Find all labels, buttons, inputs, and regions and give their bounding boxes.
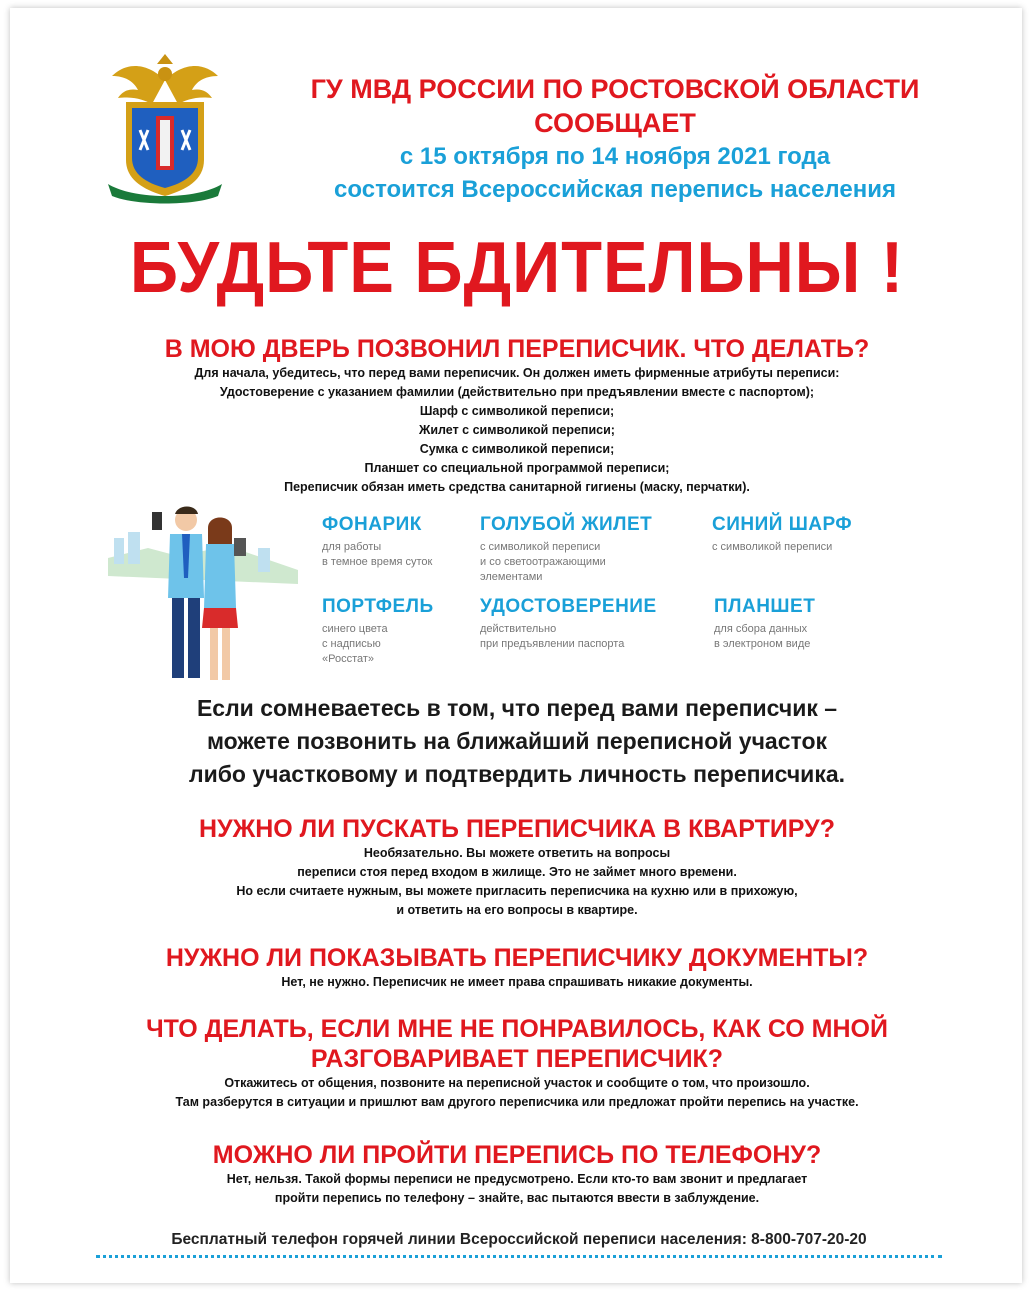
police-emblem-icon — [104, 50, 226, 210]
attribute-desc: с символикой переписи и со светоотражающими элементами — [480, 541, 606, 583]
census-workers-illustration — [108, 498, 298, 686]
door-line: Переписчик обязан иметь средства санитарной гигиены (маску, перчатки). — [284, 480, 750, 494]
apartment-line: Но если считаете нужным, вы можете пригласить переписчика на кухню или в прихожую, — [236, 884, 798, 898]
attribute-title: ПЛАНШЕТ — [714, 596, 816, 617]
documents-question: НУЖНО ЛИ ПОКАЗЫВАТЬ ПЕРЕПИСЧИКУ ДОКУМЕНТЫ? — [165, 944, 869, 972]
apartment-line: переписи стоя перед входом в жилище. Это не займет много времени. — [297, 865, 737, 879]
attribute-tablet — [714, 596, 815, 652]
documents-section — [60, 943, 974, 992]
header-dates: с 15 октября по 14 ноября 2021 года — [399, 143, 831, 170]
phone-section — [60, 1140, 974, 1208]
rude-question: ЧТО ДЕЛАТЬ, ЕСЛИ МНЕ НЕ ПОНРАВИЛОСЬ, КАК СО МНОЙ — [146, 1015, 888, 1043]
apartment-section — [60, 814, 974, 920]
door-line: Шарф с символикой переписи; — [419, 404, 615, 418]
header — [255, 72, 975, 206]
attribute-vest — [480, 514, 652, 585]
header-announces: СООБЩАЕТ — [534, 108, 696, 138]
phone-line: пройти перепись по телефону – знайте, вас пытаются ввести в заблуждение. — [274, 1191, 760, 1205]
attribute-desc: действительно при предъявлении паспорта — [480, 623, 625, 650]
rude-line: Откажитесь от общения, позвоните на переписной участок и сообщите о том, что произошло. — [224, 1076, 810, 1090]
attribute-title: УДОСТОВЕРЕНИЕ — [480, 596, 657, 617]
apartment-line: Необязательно. Вы можете ответить на вопросы — [363, 846, 671, 860]
door-line: Сумка с символикой переписи; — [419, 442, 615, 456]
apartment-line: и ответить на его вопросы в квартире. — [396, 903, 638, 917]
attribute-title: ФОНАРИК — [322, 514, 422, 535]
attribute-title: СИНИЙ ШАРФ — [712, 514, 853, 535]
attribute-briefcase — [322, 596, 434, 667]
door-line: Планшет со специальной программой переписи; — [364, 461, 670, 475]
doubt-paragraph: Если сомневаетесь в том, что перед вами переписчик – можете позвонить на ближайший переписной участок либо участковому и подтвердить личность переписчика. — [188, 695, 846, 787]
door-line: Для начала, убедитесь, что перед вами переписчик. Он должен иметь фирменные атрибуты переписи: — [194, 366, 840, 380]
door-question: В МОЮ ДВЕРЬ ПОЗВОНИЛ ПЕРЕПИСЧИК. ЧТО ДЕЛАТЬ? — [164, 335, 870, 363]
attribute-title: ПОРТФЕЛЬ — [322, 596, 434, 617]
rude-section — [60, 1014, 974, 1112]
attribute-title: ГОЛУБОЙ ЖИЛЕТ — [480, 514, 653, 535]
header-event: состоится Всероссийская перепись населения — [334, 176, 896, 203]
attribute-desc: для работы в темное время суток — [322, 541, 433, 568]
phone-line: Нет, нельзя. Такой формы переписи не предусмотрено. Если кто-то вам звонит и предлагает — [226, 1172, 808, 1186]
attribute-id-card — [480, 596, 657, 652]
documents-line: Нет, не нужно. Переписчик не имеет права спрашивать никакие документы. — [281, 975, 753, 989]
attribute-scarf — [712, 514, 852, 555]
rude-line: Там разберутся в ситуации и пришлют вам другого переписчика или предложат пройти перепись на участке. — [175, 1095, 859, 1109]
apartment-question: НУЖНО ЛИ ПУСКАТЬ ПЕРЕПИСЧИКА В КВАРТИРУ? — [199, 815, 835, 843]
door-section — [60, 334, 974, 497]
door-line: Удостоверение с указанием фамилии (действительно при предъявлении вместе с паспортом); — [219, 385, 815, 399]
header-org: ГУ МВД РОССИИ ПО РОСТОВСКОЙ ОБЛАСТИ — [310, 74, 920, 104]
door-line: Жилет с символикой переписи; — [419, 423, 615, 437]
attribute-desc: с символикой переписи — [712, 541, 833, 553]
phone-question: МОЖНО ЛИ ПРОЙТИ ПЕРЕПИСЬ ПО ТЕЛЕФОНУ? — [212, 1141, 822, 1169]
rude-question: РАЗГОВАРИВАЕТ ПЕРЕПИСЧИК? — [310, 1045, 724, 1073]
headline: БУДЬТЕ БДИТЕЛЬНЫ ! — [129, 228, 905, 308]
attribute-desc: синего цвета с надписью «Росстат» — [322, 623, 388, 665]
attribute-desc: для сбора данных в электроном виде — [714, 623, 811, 650]
hotline: Бесплатный телефон горячей линии Всероссийской переписи населения: 8-800-707-20-20 — [96, 1231, 942, 1258]
attribute-flashlight — [322, 514, 432, 570]
